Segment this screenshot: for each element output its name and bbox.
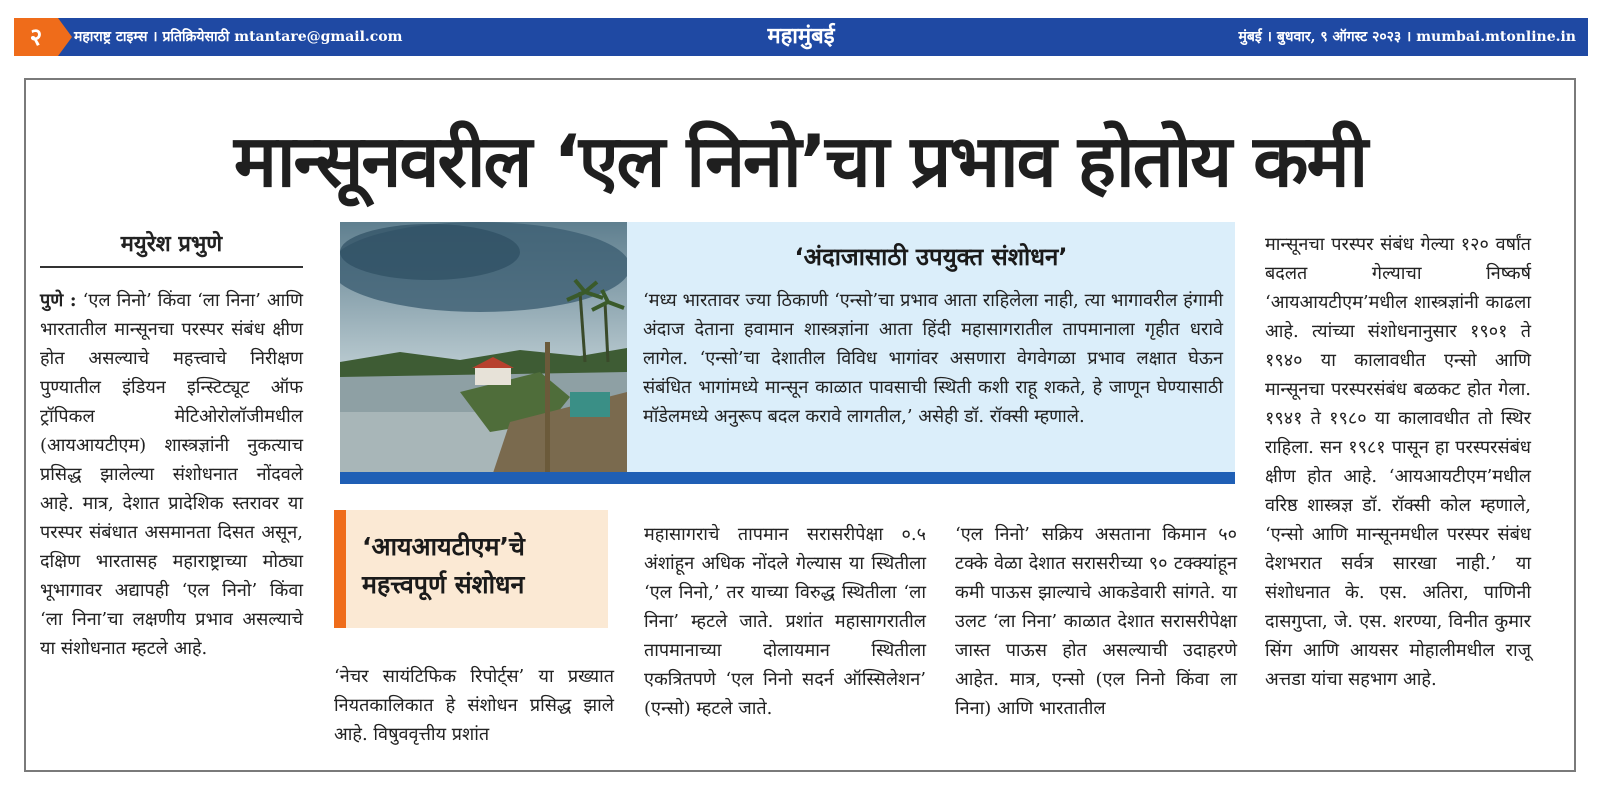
column-1 <box>40 286 303 663</box>
article-photo <box>340 222 627 482</box>
column-4 <box>955 520 1237 723</box>
subheading-accent-bar <box>334 510 346 628</box>
monsoon-landscape-image <box>340 222 627 482</box>
page-number: २ <box>14 18 58 56</box>
column-3-text: महासागराचे तापमान सरासरीपेक्षा ०.५ अंशांहून अधिक नोंदले गेल्यास या स्थितीला ‘एल निनो,’ तर याच्या विरुद्ध स्थितीला ‘ला निना’ म्हटले जाते. प्रशांत महासागरातील तापमानाच्या दोलायमान स्थितीला एकत्रितपणे ‘एल निनो सदर्न ऑस्सिलेशन’ (एन्सो) म्हटले जाते. <box>644 524 926 719</box>
subheading: ‘आयआयटीएम’चे महत्त्वपूर्ण संशोधन <box>362 532 525 599</box>
quote-box-title: ‘अंदाजासाठी उपयुक्त संशोधन’ <box>794 243 1068 271</box>
column-5 <box>1265 230 1531 694</box>
subheading-box <box>334 510 608 628</box>
headline: मान्सूनवरील ‘एल निनो’चा प्रभाव होतोय कमी <box>233 119 1367 203</box>
byline-divider <box>40 266 303 268</box>
section-name: महामुंबई <box>767 24 835 49</box>
column-2 <box>334 662 614 749</box>
quote-box <box>627 222 1235 472</box>
masthead-right: मुंबई । बुधवार, ९ ऑगस्ट २०२३ । mumbai.mtonline.in <box>1238 29 1576 45</box>
masthead-bar <box>14 18 1588 56</box>
quote-box-text: ‘मध्य भारतावर ज्या ठिकाणी ‘एन्सो’चा प्रभाव आता राहिलेला नाही, त्या भागावरील हंगामी अंदाज देताना हवामान शास्त्रज्ञांना आता हिंदी महासागरातील तापमानाला गृहीत धरावे लागेल. ‘एन्सो’चा देशातील विविध भागांवर असणारा वेगवेगळा प्रभाव लक्षात घेऊन संबंधित भागांमध्ये मान्सून काळात पावसाची स्थिती कशी राहू शकते, हे जाणून घेण्यासाठी मॉडेलमध्ये अनुरूप बदल करावे लागतील,’ असेही डॉ. रॉक्सी म्हणाले. <box>643 290 1223 427</box>
column-3 <box>644 520 926 723</box>
dateline: पुणे : <box>40 290 77 311</box>
masthead-left: महाराष्ट्र टाइम्स । प्रतिक्रियेसाठी mtantare@gmail.com <box>74 29 403 45</box>
column-5-text: मान्सूनचा परस्पर संबंध गेल्या १२० वर्षांत बदलत गेल्याचा निष्कर्ष ‘आयआयटीएम’मधील शास्त्रज्ञांनी काढला आहे. त्यांच्या संशोधनानुसार १९०१ ते १९४० या कालावधीत एन्सो आणि मान्सूनचा परस्परसंबंध बळकट होत गेला. १९४१ ते १९८० या कालावधीत तो स्थिर राहिला. सन १९८१ पासून हा परस्परसंबंध क्षीण होत आहे. ‘आयआयटीएम’मधील वरिष्ठ शास्त्रज्ञ डॉ. रॉक्सी कोल म्हणाले, ‘एन्सो आणि मान्सूनमधील परस्पर संबंध देशभरात सर्वत्र सारखा नाही.’ या संशोधनात के. एस. अतिरा, पाणिनी दासगुप्ता, जे. एस. शरण्या, विनीत कुमार सिंग आणि आयसर मोहालीमधील राजू अत्तडा यांचा सहभाग आहे. <box>1265 234 1531 690</box>
column-4-text: ‘एल निनो’ सक्रिय असताना किमान ५० टक्के वेळा देशात सरासरीच्या ९० टक्क्यांहून कमी पाऊस झाल्याचे आकडेवारी सांगते. या उलट ‘ला निना’ काळात देशात सरासरीपेक्षा जास्त पाऊस होत असल्याची उदाहरणे आहेत. मात्र, एन्सो (एल निनो किंवा ला निना) आणि भारतातील <box>955 524 1237 719</box>
column-1-text: ‘एल निनो’ किंवा ‘ला निना’ आणि भारतातील मान्सूनचा परस्पर संबंध क्षीण होत असल्याचे महत्त्वाचे निरीक्षण पुण्यातील इंडियन इन्स्टिट्यूट ऑफ ट्रॉपिकल मेटिओरोलॉजीमधील (आयआयटीएम) शास्त्रज्ञांनी नुकत्याच प्रसिद्ध झालेल्या संशोधनात नोंदवले आहे. मात्र, देशात प्रादेशिक स्तरावर या परस्पर संबंधात असमानता दिसत असून, दक्षिण भारतासह महाराष्ट्राच्या मोठ्या भूभागावर अद्यापही ‘एल निनो’ किंवा ‘ला निना’चा लक्षणीय प्रभाव असल्याचे या संशोधनात म्हटले आहे. <box>40 290 303 659</box>
byline: मयुरेश प्रभुणे <box>120 232 223 257</box>
column-2-text: ‘नेचर सायंटिफिक रिपोर्ट्स’ या प्रख्यात नियतकालिकात हे संशोधन प्रसिद्ध झाले आहे. विषुववृत्तीय प्रशांत <box>334 666 614 745</box>
quote-box-underline <box>340 472 1235 484</box>
